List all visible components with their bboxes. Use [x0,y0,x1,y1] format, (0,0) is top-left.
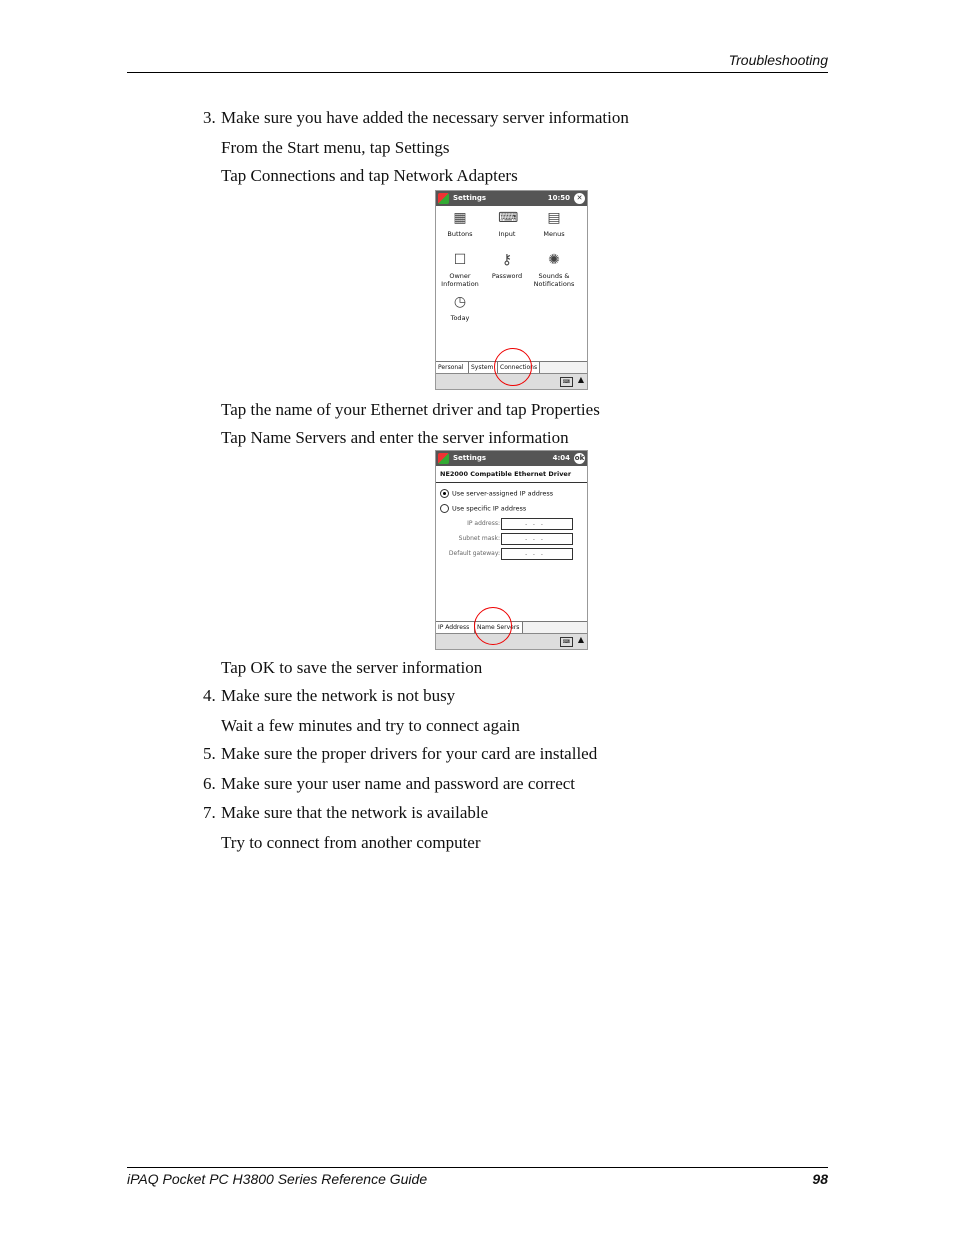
radio-unselected-icon [440,504,449,513]
screen-title: Settings [453,194,487,202]
divider [436,482,587,483]
sounds-item [530,251,578,288]
substep-text: Tap OK to save the server information [221,658,483,677]
owner-label: Owner Information [441,272,479,288]
radio-server-assigned [440,489,553,498]
page-header [127,50,828,73]
start-flag-icon [438,193,449,204]
substep-text: Try to connect from another computer [221,833,481,852]
title-bar [436,451,587,466]
ip-label: IP address: [467,520,500,527]
menus-icon: ▤ [547,210,561,226]
gateway-label: Default gateway: [448,550,500,557]
screen-title: Settings [453,454,487,462]
arrow-up-icon: ▲ [577,375,584,384]
keyboard-icon: ⌨ [560,377,573,387]
substep-text: Tap Connections and tap Network Adapters [221,166,518,185]
today-label: Today [450,314,470,322]
menus-item [530,209,578,238]
driver-screenshot [435,450,588,650]
tab-name-servers: Name Servers [475,622,523,633]
subnet-label: Subnet mask: [458,535,500,542]
radio-label: Use server-assigned IP address [452,489,554,498]
page-number: 98 [812,1171,828,1187]
step-text: Make sure your user name and password are correct [221,774,576,793]
clock: 10:50 [547,194,570,202]
clock: 4:04 [552,454,570,462]
clock-icon: ◷ [453,294,467,310]
start-flag-icon [438,453,449,464]
input-label: Input [498,230,516,238]
step-number: 6. [203,774,216,793]
substep-text: Tap the name of your Ethernet driver and tap Properties [221,400,600,419]
step-number: 7. [203,803,216,822]
buttons-icon: ▦ [453,210,467,226]
input-item [483,209,531,238]
today-item [436,293,484,322]
password-label: Password [491,272,523,280]
menus-label: Menus [543,230,565,238]
substep-text: From the Start menu, tap Settings [221,138,450,157]
step-text: Make sure that the network is available [221,803,489,822]
key-icon: ⚷ [501,252,513,268]
keyboard-icon: ⌨ [498,210,519,226]
speaker-icon: ✺ [548,252,560,268]
tab-personal: Personal [436,362,469,373]
tab-ip-address: IP Address [436,622,475,633]
section-title: Troubleshooting [728,52,828,68]
buttons-item [436,209,484,238]
gateway-field: ... [501,548,573,560]
owner-item [436,251,484,288]
ip-field: ... [501,518,573,530]
step-number: 5. [203,744,216,763]
highlight-circle [474,607,512,645]
close-icon: ✕ [574,193,585,204]
driver-name: NE2000 Compatible Ethernet Driver [440,470,572,478]
step-text: Make sure the network is not busy [221,686,456,705]
step-number: 3. [203,108,216,127]
step-number: 4. [203,686,216,705]
sounds-label: Sounds & Notifications [533,272,575,288]
arrow-up-icon: ▲ [577,635,584,644]
radio-specific [440,504,526,513]
substep-text: Wait a few minutes and try to connect again [221,716,520,735]
guide-title: iPAQ Pocket PC H3800 Series Reference Guide [127,1171,428,1187]
ok-button: ok [574,454,585,462]
password-item [483,251,531,280]
page-footer [127,1167,828,1190]
subnet-field: ... [501,533,573,545]
radio-selected-icon [440,489,449,498]
owner-icon: ☐ [453,252,467,268]
tab-connections: Connections [498,362,540,373]
tab-system: System [469,362,498,373]
menu-bar [436,633,587,649]
buttons-label: Buttons [447,230,473,238]
highlight-circle [494,348,532,386]
radio-label: Use specific IP address [452,504,527,513]
keyboard-icon: ⌨ [560,637,573,647]
step-text: Make sure the proper drivers for your card are installed [221,744,598,763]
title-bar [436,191,587,206]
substep-text: Tap Name Servers and enter the server information [221,428,569,447]
step-text: Make sure you have added the necessary server information [221,108,629,127]
